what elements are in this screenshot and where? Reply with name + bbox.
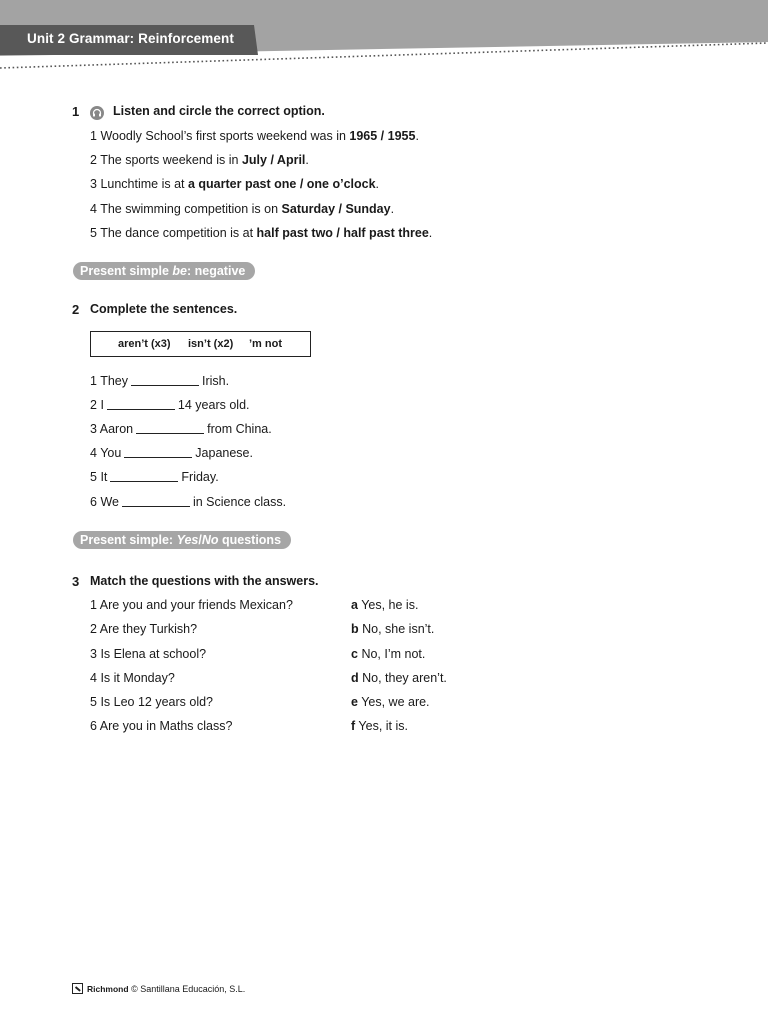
item-punct: . xyxy=(415,129,419,143)
exercise-1-item xyxy=(90,129,419,143)
question-item xyxy=(90,647,206,661)
item-punct: . xyxy=(390,202,395,216)
question-text: Are they Turkish? xyxy=(99,622,198,636)
answer-text: No, they aren’t. xyxy=(362,671,447,685)
exercise-1-instruction: Listen and circle the correct option. xyxy=(113,104,325,118)
item-number: 2 xyxy=(90,153,97,167)
item-text: Aaron xyxy=(99,422,134,436)
page-title: Unit 2 Grammar: Reinforcement xyxy=(27,31,234,46)
section-heading-be-negative xyxy=(73,262,255,280)
question-item xyxy=(90,695,213,709)
word-box-item: ’m not xyxy=(249,338,282,350)
word-box-item: aren’t (x3) xyxy=(118,338,171,350)
answer-item xyxy=(351,598,418,612)
answer-letter: f xyxy=(351,719,356,733)
footer-copyright: © Santillana Educación, S.L. xyxy=(131,984,246,994)
item-number: 4 xyxy=(90,671,97,685)
item-text: The dance competition is at xyxy=(100,226,257,240)
word-box xyxy=(90,331,311,357)
item-number: 6 xyxy=(90,719,97,733)
item-number: 4 xyxy=(90,202,97,216)
item-number: 2 xyxy=(90,622,97,636)
exercise-2-instruction: Complete the sentences. xyxy=(90,302,238,316)
exercise-2-item xyxy=(90,422,272,436)
item-number: 3 xyxy=(90,177,97,191)
exercise-3-number: 3 xyxy=(72,574,80,589)
item-text: 14 years old. xyxy=(177,398,250,412)
exercise-2-number: 2 xyxy=(72,302,80,317)
answer-blank[interactable] xyxy=(124,448,192,458)
footer xyxy=(72,983,245,994)
heading-text: questions xyxy=(218,533,282,547)
answer-item xyxy=(351,695,430,709)
answer-blank[interactable] xyxy=(110,472,178,482)
item-number: 4 xyxy=(90,446,97,460)
footer-brand: Richmond xyxy=(87,984,129,994)
exercise-1-item xyxy=(90,226,432,240)
answer-blank[interactable] xyxy=(136,424,204,434)
answer-letter: e xyxy=(351,695,358,709)
exercise-2-item xyxy=(90,446,253,460)
exercise-2-item xyxy=(90,495,286,509)
item-options[interactable]: Saturday / Sunday xyxy=(281,202,391,216)
answer-text: No, she isn’t. xyxy=(362,622,435,636)
answer-blank[interactable] xyxy=(107,400,175,410)
item-number: 5 xyxy=(90,695,97,709)
item-punct: . xyxy=(428,226,433,240)
item-text: The swimming competition is on xyxy=(100,202,282,216)
item-number: 2 xyxy=(90,398,97,412)
heading-italic: be xyxy=(172,264,187,278)
item-text: We xyxy=(100,495,119,509)
item-text: The sports weekend is in xyxy=(100,153,242,167)
item-options[interactable]: a quarter past one / one o’clock xyxy=(187,177,376,191)
exercise-2-item xyxy=(90,470,219,484)
item-number: 5 xyxy=(90,226,97,240)
heading-italic: Yes xyxy=(176,533,199,547)
answer-blank[interactable] xyxy=(131,376,199,386)
answer-blank[interactable] xyxy=(122,497,190,507)
item-text: It xyxy=(100,470,108,484)
item-text: in Science class. xyxy=(192,495,287,509)
question-text: Is it Monday? xyxy=(100,671,175,685)
item-number: 3 xyxy=(90,647,97,661)
word-box-item: isn’t (x2) xyxy=(188,338,234,350)
exercise-1-item xyxy=(90,177,379,191)
item-number: 1 xyxy=(90,598,97,612)
publisher-logo-icon xyxy=(72,983,83,994)
exercise-1-item xyxy=(90,153,309,167)
answer-text: Yes, it is. xyxy=(358,719,408,733)
question-item xyxy=(90,671,175,685)
item-options[interactable]: half past two / half past three xyxy=(256,226,429,240)
item-number: 1 xyxy=(90,374,97,388)
item-text: Woodly School’s first sports weekend was in xyxy=(100,129,350,143)
item-text: Irish. xyxy=(202,374,230,388)
answer-letter: b xyxy=(351,622,359,636)
item-text: Lunchtime is at xyxy=(100,177,188,191)
item-number: 3 xyxy=(90,422,97,436)
heading-text: Present simple xyxy=(80,264,173,278)
question-text: Is Elena at school? xyxy=(100,647,207,661)
answer-letter: d xyxy=(351,671,359,685)
question-item xyxy=(90,622,197,636)
item-options[interactable]: 1965 / 1955 xyxy=(349,129,416,143)
answer-text: No, I’m not. xyxy=(361,647,426,661)
question-item xyxy=(90,719,232,733)
heading-italic: No xyxy=(201,533,219,547)
answer-item xyxy=(351,671,447,685)
answer-letter: c xyxy=(351,647,358,661)
question-item xyxy=(90,598,293,612)
item-text: Friday. xyxy=(181,470,219,484)
exercise-1-number: 1 xyxy=(72,104,80,119)
answer-item xyxy=(351,719,408,733)
item-text: They xyxy=(100,374,128,388)
exercise-2-item xyxy=(90,374,229,388)
answer-item xyxy=(351,622,434,636)
item-number: 5 xyxy=(90,470,97,484)
answer-letter: a xyxy=(351,598,358,612)
exercise-3-instruction: Match the questions with the answers. xyxy=(90,574,319,588)
audio-icon xyxy=(90,106,104,120)
item-text: from China. xyxy=(207,422,272,436)
item-number: 6 xyxy=(90,495,97,509)
item-text: You xyxy=(100,446,122,460)
answer-item xyxy=(351,647,425,661)
heading-text: Present simple: xyxy=(80,533,177,547)
answer-text: Yes, he is. xyxy=(361,598,419,612)
question-text: Are you in Maths class? xyxy=(99,719,233,733)
question-text: Are you and your friends Mexican? xyxy=(99,598,293,612)
item-options[interactable]: July / April xyxy=(241,153,306,167)
exercise-1-item xyxy=(90,202,394,216)
heading-text: / xyxy=(198,533,202,547)
section-heading-yes-no-questions xyxy=(73,531,291,549)
item-punct: . xyxy=(375,177,380,191)
item-number: 1 xyxy=(90,129,97,143)
exercise-2-item xyxy=(90,398,250,412)
item-text: I xyxy=(100,398,104,412)
answer-text: Yes, we are. xyxy=(361,695,430,709)
question-text: Is Leo 12 years old? xyxy=(100,695,214,709)
item-text: Japanese. xyxy=(195,446,253,460)
heading-text: : negative xyxy=(187,264,246,278)
item-punct: . xyxy=(305,153,309,167)
